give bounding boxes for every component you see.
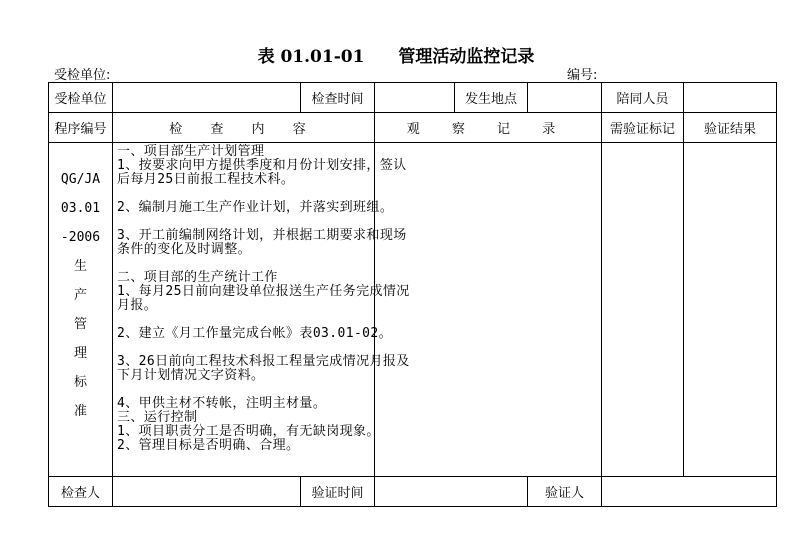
verifier-header: 验证人 [528,477,602,507]
content-line: 2、建立《月工作量完成台帐》表03.01-02。 [117,326,393,341]
content-line: 条件的变化及时调整。 [117,242,252,257]
content-line: 3、开工前编制网络计划，并根据工期要求和现场 [117,228,407,243]
check-time-value[interactable] [375,83,455,113]
inspector-header: 检查人 [49,477,113,507]
code-line: 产 [73,288,87,303]
content-line: 二、项目部的生产统计工作 [117,270,278,285]
program-code-header: 程序编号 [49,113,113,143]
content-line: 下月计划情况文字资料。 [117,368,265,383]
code-line: -2006 [60,230,101,245]
inspected-unit-value[interactable] [113,83,301,113]
verification-result-cell[interactable] [684,143,777,477]
verifier-value[interactable] [602,477,777,507]
inspector-value[interactable] [113,477,301,507]
content-line: 1、按要求向甲方提供季度和月份计划安排，签认 [117,158,407,173]
content-line: 三、运行控制 [117,410,198,425]
code-line: 理 [73,346,87,361]
content-line: 2、编制月施工生产作业计划，并落实到班组。 [117,200,394,215]
observation-record-cell[interactable] [375,143,602,477]
column-header-row [49,113,777,143]
accompany-header: 陪同人员 [602,83,684,113]
inspected-unit-header: 受检单位 [49,83,113,113]
check-content-header: 检 查 内 容 [113,113,375,143]
verification-result-header: 验证结果 [684,113,777,143]
info-row [49,83,777,113]
content-line: 月报。 [117,298,158,313]
code-line: 生 [73,259,87,274]
verify-time-header: 验证时间 [301,477,375,507]
inspected-unit-label: 受检单位: [54,68,111,83]
code-line: 准 [73,404,87,419]
content-line: 1、项目职责分工是否明确，有无缺岗现象。 [117,424,380,439]
location-value[interactable] [528,83,602,113]
accompany-value[interactable] [684,83,777,113]
code-line: 管 [73,317,87,332]
content-line: 2、管理目标是否明确、合理。 [117,438,300,453]
program-code-cell [49,143,113,477]
page-title: 表 01.01-01 管理活动监控记录 [257,47,535,67]
content-line: 一、项目部生产计划管理 [117,144,265,159]
needs-verification-cell[interactable] [602,143,684,477]
content-line: 1、每月25日前向建设单位报送生产任务完成情况 [117,284,410,299]
code-line: QG/JA [60,172,101,187]
observation-record-header: 观 察 记 录 [375,113,602,143]
content-row [49,143,777,477]
content-line: 4、甲供主材不转帐，注明主材量。 [117,396,327,411]
monitoring-record-table [48,82,777,507]
content-line: 3、26日前向工程技术科报工程量完成情况月报及 [117,354,410,369]
check-time-header: 检查时间 [301,83,375,113]
code-line: 标 [73,375,87,390]
needs-verification-header: 需验证标记 [602,113,684,143]
content-line: 后每月25日前报工程技术科。 [117,172,295,187]
location-header: 发生地点 [455,83,528,113]
footer-row [49,477,777,507]
record-number-label: 编号: [567,68,598,83]
code-line: 03.01 [60,201,101,216]
verify-time-value[interactable] [375,477,528,507]
check-content-cell [113,143,410,477]
